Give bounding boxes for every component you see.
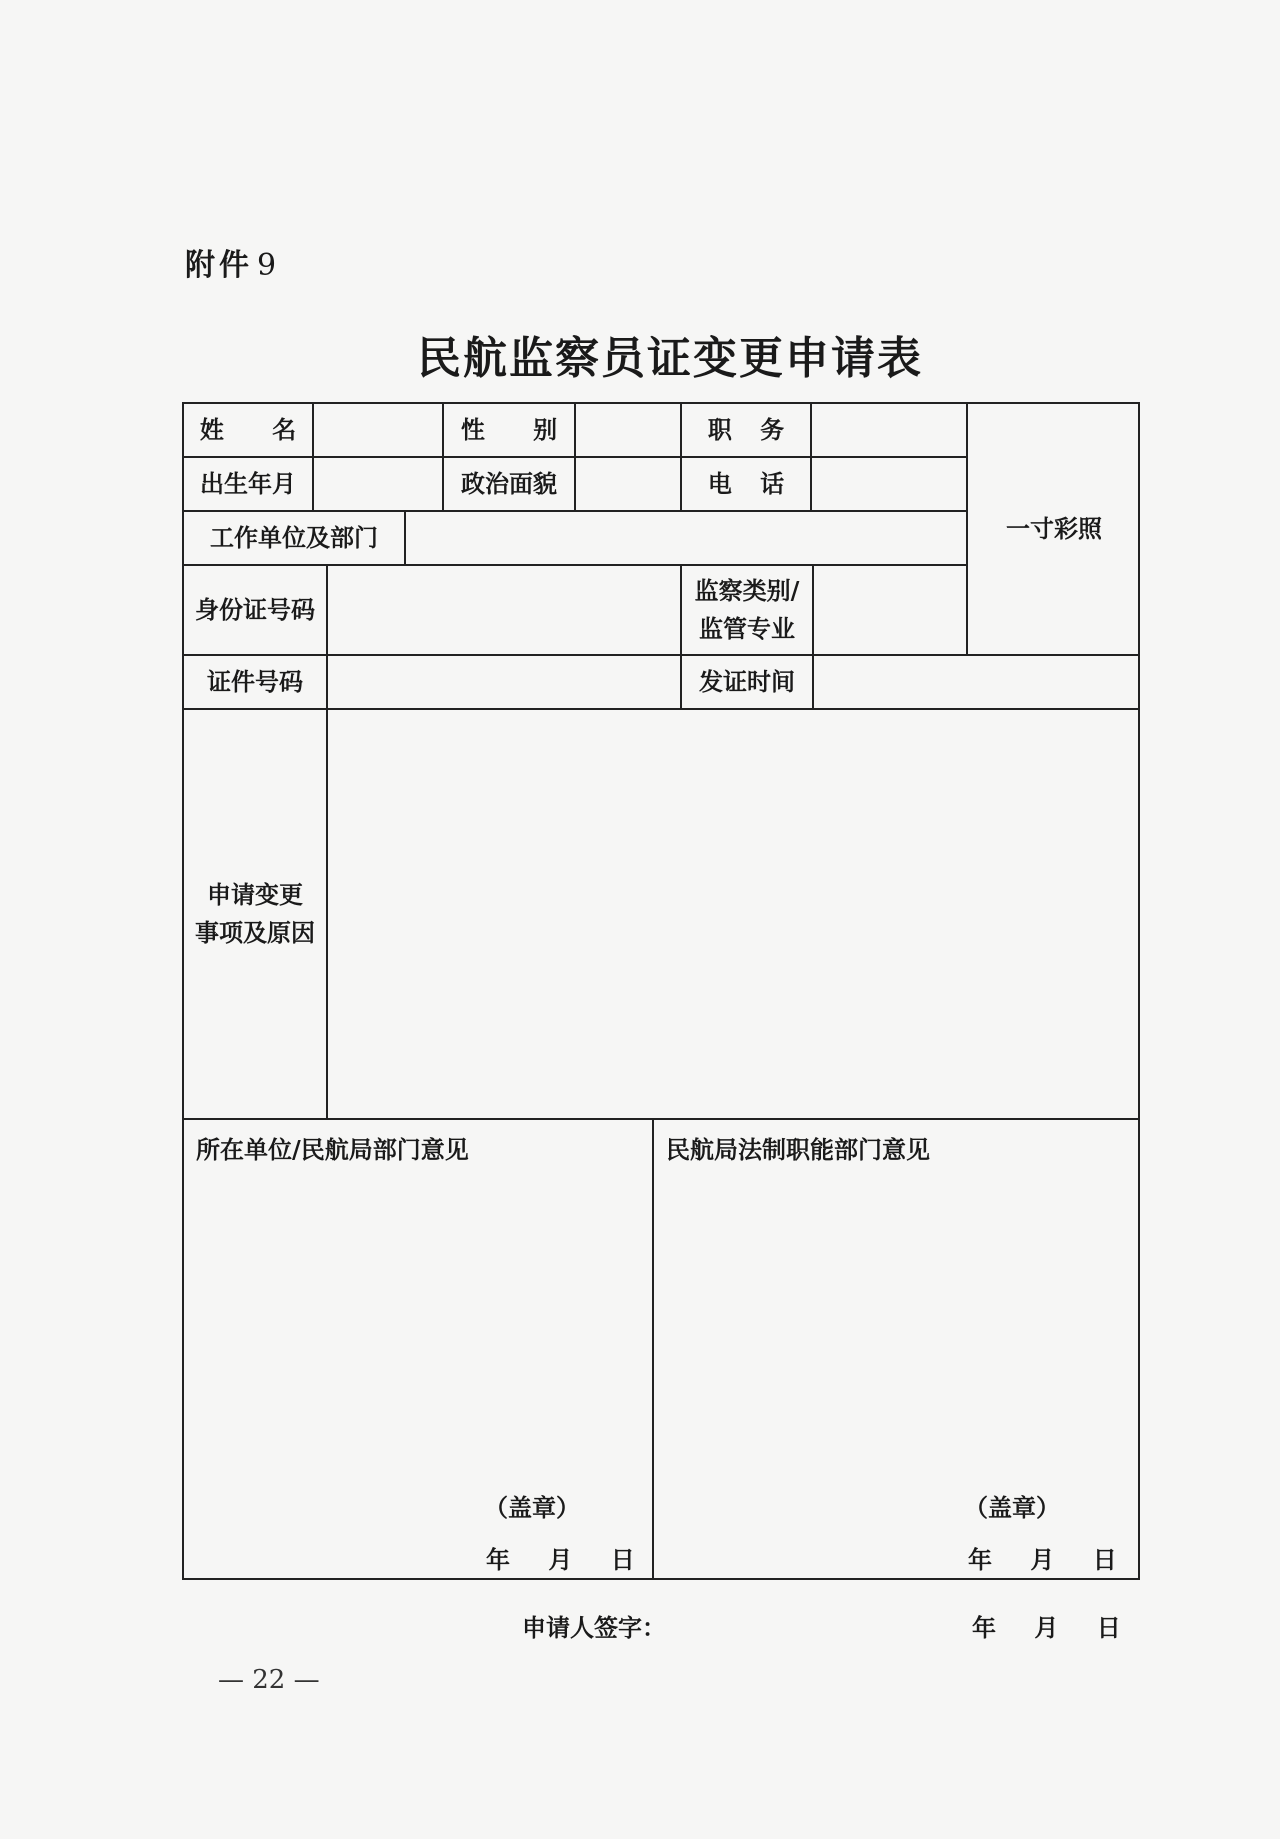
id-field[interactable] <box>328 566 682 656</box>
gender-label-text: 性 别 <box>460 414 558 444</box>
phone-label-text: 电 话 <box>707 468 785 498</box>
legal-dept-opinion-box[interactable] <box>654 1120 1140 1578</box>
change-label-line2: 事项及原因 <box>195 918 315 947</box>
id-label-text: 身份证号码 <box>195 594 315 624</box>
category-label-line1: 监察类别/ <box>694 575 800 605</box>
name-label-text: 姓 名 <box>199 414 297 444</box>
phone-field[interactable] <box>812 458 968 512</box>
name-field[interactable] <box>314 404 444 458</box>
birth-field[interactable] <box>314 458 444 512</box>
category-field[interactable] <box>814 566 968 656</box>
position-label-text: 职 务 <box>707 414 785 444</box>
workplace-label-text: 工作单位及部门 <box>210 522 378 552</box>
page-number: — 22 — <box>218 1665 320 1695</box>
position-label <box>682 404 812 458</box>
photo-box[interactable] <box>968 404 1140 656</box>
application-form <box>182 402 1140 1580</box>
issue-date-field[interactable] <box>814 656 1140 710</box>
attachment-text: 附件 <box>185 248 253 283</box>
page-title: 民航监察员证变更申请表 <box>417 333 923 384</box>
workplace-label <box>184 512 406 566</box>
phone-label <box>682 458 812 512</box>
unit-opinion-title: 所在单位/民航局部门意见 <box>196 1135 469 1164</box>
change-label-line1: 申请变更 <box>207 879 303 909</box>
unit-opinion-date: 年 月 日 <box>486 1545 635 1574</box>
id-label <box>184 566 328 656</box>
attachment-number: 9 <box>257 248 277 283</box>
birth-label <box>184 458 314 512</box>
attachment-label <box>185 240 276 284</box>
cert-no-label <box>184 656 328 710</box>
issue-date-label <box>682 656 814 710</box>
unit-opinion-box[interactable] <box>184 1120 654 1578</box>
change-reason-field[interactable] <box>328 710 1140 1120</box>
position-field[interactable] <box>812 404 968 458</box>
change-label <box>184 710 328 1120</box>
legal-dept-opinion-stamp: （盖章） <box>964 1493 1060 1522</box>
gender-label <box>444 404 576 458</box>
applicant-signature-date: 年 月 日 <box>972 1613 1121 1642</box>
cert-no-label-text: 证件号码 <box>207 666 303 696</box>
gender-field[interactable] <box>576 404 682 458</box>
politics-field[interactable] <box>576 458 682 512</box>
politics-label-text: 政治面貌 <box>461 468 557 498</box>
unit-opinion-stamp: （盖章） <box>484 1493 580 1522</box>
category-label-line2: 监管专业 <box>699 614 795 643</box>
cert-no-field[interactable] <box>328 656 682 710</box>
legal-dept-opinion-title: 民航局法制职能部门意见 <box>666 1135 930 1164</box>
legal-dept-opinion-date: 年 月 日 <box>968 1545 1117 1574</box>
birth-label-text: 出生年月 <box>200 468 296 498</box>
politics-label <box>444 458 576 512</box>
workplace-field[interactable] <box>406 512 968 566</box>
name-label <box>184 404 314 458</box>
category-label <box>682 566 814 656</box>
photo-label: 一寸彩照 <box>1006 513 1102 543</box>
applicant-signature-label: 申请人签字： <box>522 1613 666 1642</box>
issue-date-label-text: 发证时间 <box>699 666 795 696</box>
